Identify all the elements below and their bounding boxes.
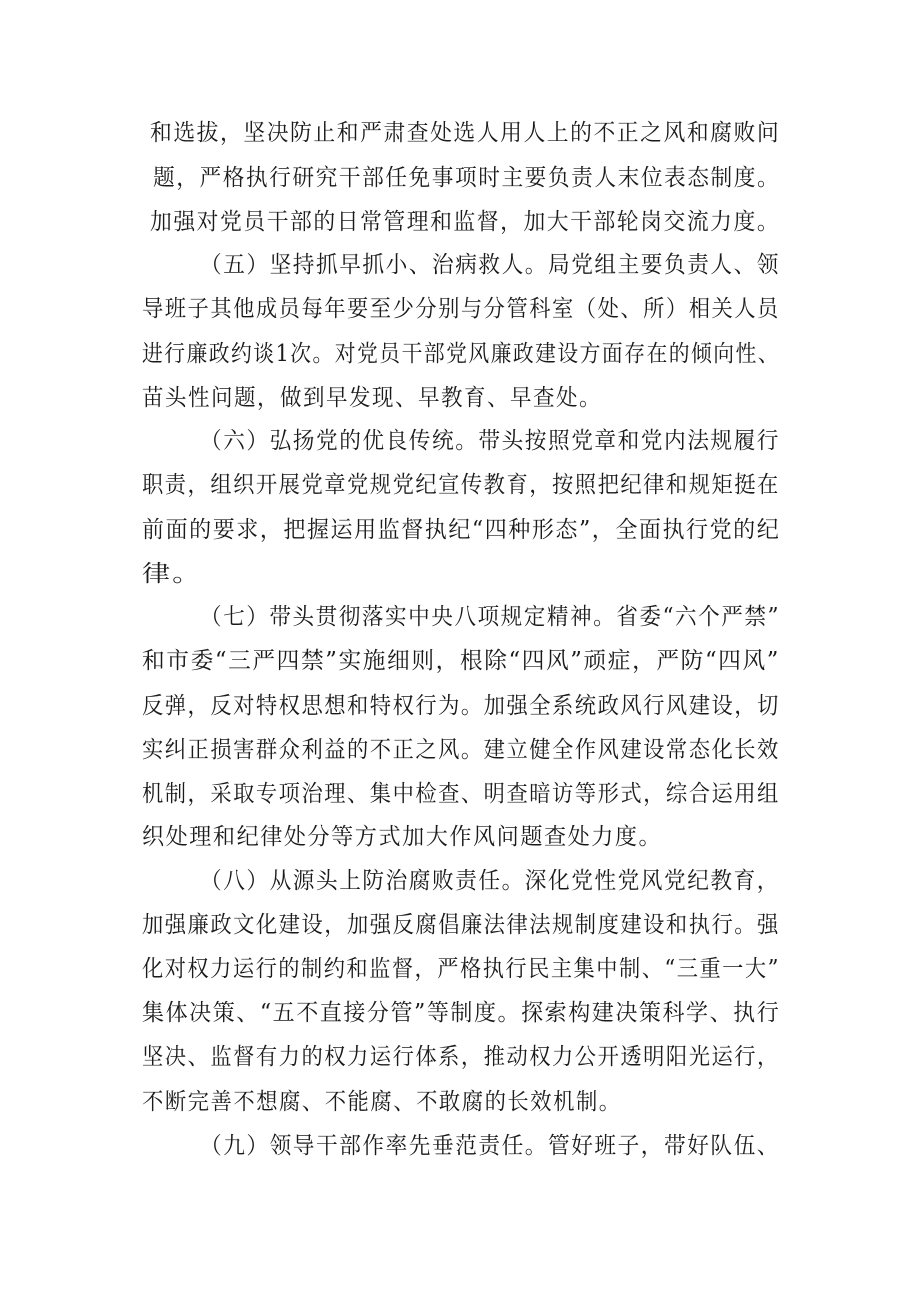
text-line: 导班子其他成员每年要至少分别与分管科室（处、所）相关人员 — [142, 296, 780, 322]
text-line: （六）弘扬党的优良传统。带头按照党章和党内法规履行 — [200, 428, 780, 454]
text-line: 坚决、监督有力的权力运行体系，推动权力公开透明阳光运行， — [142, 1044, 780, 1070]
text-line: 律。 — [142, 561, 203, 587]
text-line: 加强对党员干部的日常管理和监督，加大干部轮岗交流力度。 — [150, 209, 781, 235]
text-line: 职责，组织开展党章党规党纪宣传教育，按照把纪律和规矩挺在 — [142, 472, 780, 498]
text-line: 织处理和纪律处分等方式加大作风问题查处力度。 — [142, 824, 663, 850]
text-line: 实纠正损害群众利益的不正之风。建立健全作风建设常态化长效 — [142, 737, 780, 763]
text-line: 题，严格执行研究干部任免事项时主要负责人末位表态制度。 — [153, 165, 781, 191]
text-line: 机制，采取专项治理、集中检查、明查暗访等形式，综合运用组 — [142, 781, 780, 807]
text-line: 加强廉政文化建设，加强反腐倡廉法律法规制度建设和执行。强 — [142, 912, 780, 938]
text-line: 不断完善不想腐、不能腐、不敢腐的长效机制。 — [142, 1089, 622, 1115]
text-line: （五）坚持抓早抓小、治病救人。局党组主要负责人、领 — [200, 252, 780, 278]
text-line: （八）从源头上防治腐败责任。深化党性党风党纪教育， — [200, 868, 780, 894]
text-line: （七）带头贯彻落实中央八项规定精神。省委“六个严禁” — [200, 604, 781, 630]
text-line: 集体决策、“五不直接分管”等制度。探索构建决策科学、执行 — [142, 1000, 781, 1026]
text-line: 前面的要求，把握运用监督执纪“四种形态”，全面执行党的纪 — [142, 517, 781, 543]
text-line: 反弹，反对特权思想和特权行为。加强全系统政风行风建设，切 — [142, 693, 780, 719]
text-line: 和选拔，坚决防止和严肃查处选人用人上的不正之风和腐败问 — [150, 120, 781, 146]
text-line: 化对权力运行的制约和监督，严格执行民主集中制、“三重一大” — [142, 956, 780, 982]
text-line: 苗头性问题，做到早发现、早教育、早查处。 — [142, 385, 602, 411]
text-line: （九）领导干部作率先垂范责任。管好班子，带好队伍、 — [200, 1133, 780, 1159]
text-line: 进行廉政约谈1次。对党员干部党风廉政建设方面存在的倾向性、 — [142, 341, 781, 367]
text-line: 和市委“三严四禁”实施细则，根除“四风”顽症，严防“四风” — [142, 648, 780, 674]
